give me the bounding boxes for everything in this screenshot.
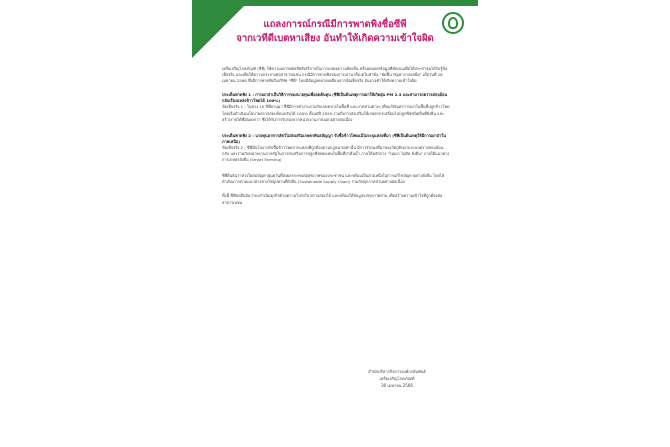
intro-paragraph: เครือเจริญโภคภัณฑ์ (ซีพี) ให้ความเคารพต่อสิทธิเสรีภาพในการแสดงความคิดเห็น หรือเผยแพร่ข้อมูลที่ชัดเจนเพื่อให้ประชาชนได้รับรู้ข้อเท็จจริง และเพื่อให้ความกระจ่างต่อสาธารณชน กรณีมีการพาดพิงของการเสวนาดีเบตในหัวข้อ "ฮัดฟิ้น ปัญหาภาคเหนือ" เมื่อวันที่ 28 เมษายน 2566 ซึ่งมีการพาดพิงถึงบริษัท "ซีพี" โดยมีข้อมูลคลาดเคลื่อนจากข้อเท็จจริง อันอาจทำให้เกิดความเข้าใจผิด <box>222 66 448 84</box>
signature-block <box>342 368 452 389</box>
signature-office: สำนักบริหารกิจการองค์กรสัมพันธ์ <box>368 369 426 374</box>
issue-2-fact: ข้อเท็จจริง 2 : ซีพีมีนโยบายรับซื้อข้าวโพดจากแหล่งที่ถูกต้องตามกฎหมายเท่านั้น มีการรับรองที่มาของวัตถุดิบผ่านระบบตรวจสอบย้อนกลับ และร่วมกับหน่วยงานภาครัฐในการส่งเสริมการปลูกพืชทดแทนในพื้นที่ป่าต้นน้ำ ภายใต้หลักการ "ไม่เผา ไม่ผิด ยั่งยืน" ภายใต้แนวทางการเกษตรยั่งยืน (Smart Farming) <box>222 144 450 163</box>
issue-1-heading: ประเด็นพาดพิง 1 : การเผาป่าเป็นวิธีการของนายทุนเพื่อลดต้นทุน (ซีพีเป็นต้นเหตุการเผาให้เกิดฝุ่น PM 2.5 และสามารถตรวจสอบย้อนกลับเรื่องแหล่งข้าวโพดได้ 100%) <box>222 92 448 104</box>
signature-date: 30 เมษายน 2566 <box>381 383 413 388</box>
title-line-1: แถลงการณ์กรณีมีการพาดพิงชื่อซีพี <box>263 19 407 30</box>
signature-org: เครือเจริญโภคภัณฑ์ <box>379 376 415 381</box>
statement-document <box>192 0 478 447</box>
title-line-2: จากเวทีดีเบตหาเสียง อันทำให้เกิดความเข้าใจผิด <box>236 33 434 44</box>
statement-body <box>222 66 450 214</box>
final-paragraph: ทั้งนี้ ซีพีขอยืนยันว่าจะดำเนินธุรกิจด้วยความโปร่งใส ตรวจสอบได้ และพร้อมให้ข้อมูลแก่ทุกภาคส่วน เพื่อสร้างความเข้าใจที่ถูกต้องต่อสาธารณชน <box>222 193 443 205</box>
issue-2-heading: ประเด็นพาดพิง 2 : นายทุนอาหารสัตว์ไม่ส่งเสริมเกษตรพันธสัญญา รับซื้อข้าวโพดแม้ไม่ระบุแหล่งที่มา (ซีพีเป็นต้นเหตุให้มีการเผาป่าในภาคเหนือ) <box>222 132 446 144</box>
statement-title <box>236 18 434 46</box>
cp-logo-icon <box>442 12 464 34</box>
closing-paragraph: ซีพียืนยันว่าห่วงใยต่อปัญหาฝุ่นควันที่ส่งผลกระทบต่อสุขภาพของประชาชน และพร้อมเป็นส่วนหนึ่งในการแก้ไขปัญหาอย่างยั่งยืน โดยได้ดำเนินการตามแนวทางห่วงโซ่อุปทานที่ยั่งยืน (Sustainable Supply Chain) ร่วมกับทุกภาคส่วนอย่างต่อเนื่อง <box>222 173 445 185</box>
issue-1-fact: ข้อเท็จจริง 1 : ในช่วง 10 ปีที่ผ่านมา ซีพีมีการทำงานร่วมกับเกษตรกรในพื้นที่ และภาคส่วนต่างๆ เพื่อแก้ปัญหาการเผาในพื้นที่ปลูกข้าวโพด โดยเริ่มดำเนินนโยบายตรวจสอบย้อนกลับได้ 100% ตั้งแต่ปี 2559 รวมถึงการส่งเสริมให้เกษตรกรเปลี่ยนไปปลูกพืชชนิดอื่นที่ยั่งยืน และสร้างรายได้ที่มั่นคงกว่า ซึ่งได้รับการรับรองจากหน่วยงานภายนอกอย่างต่อเนื่อง <box>222 104 450 122</box>
